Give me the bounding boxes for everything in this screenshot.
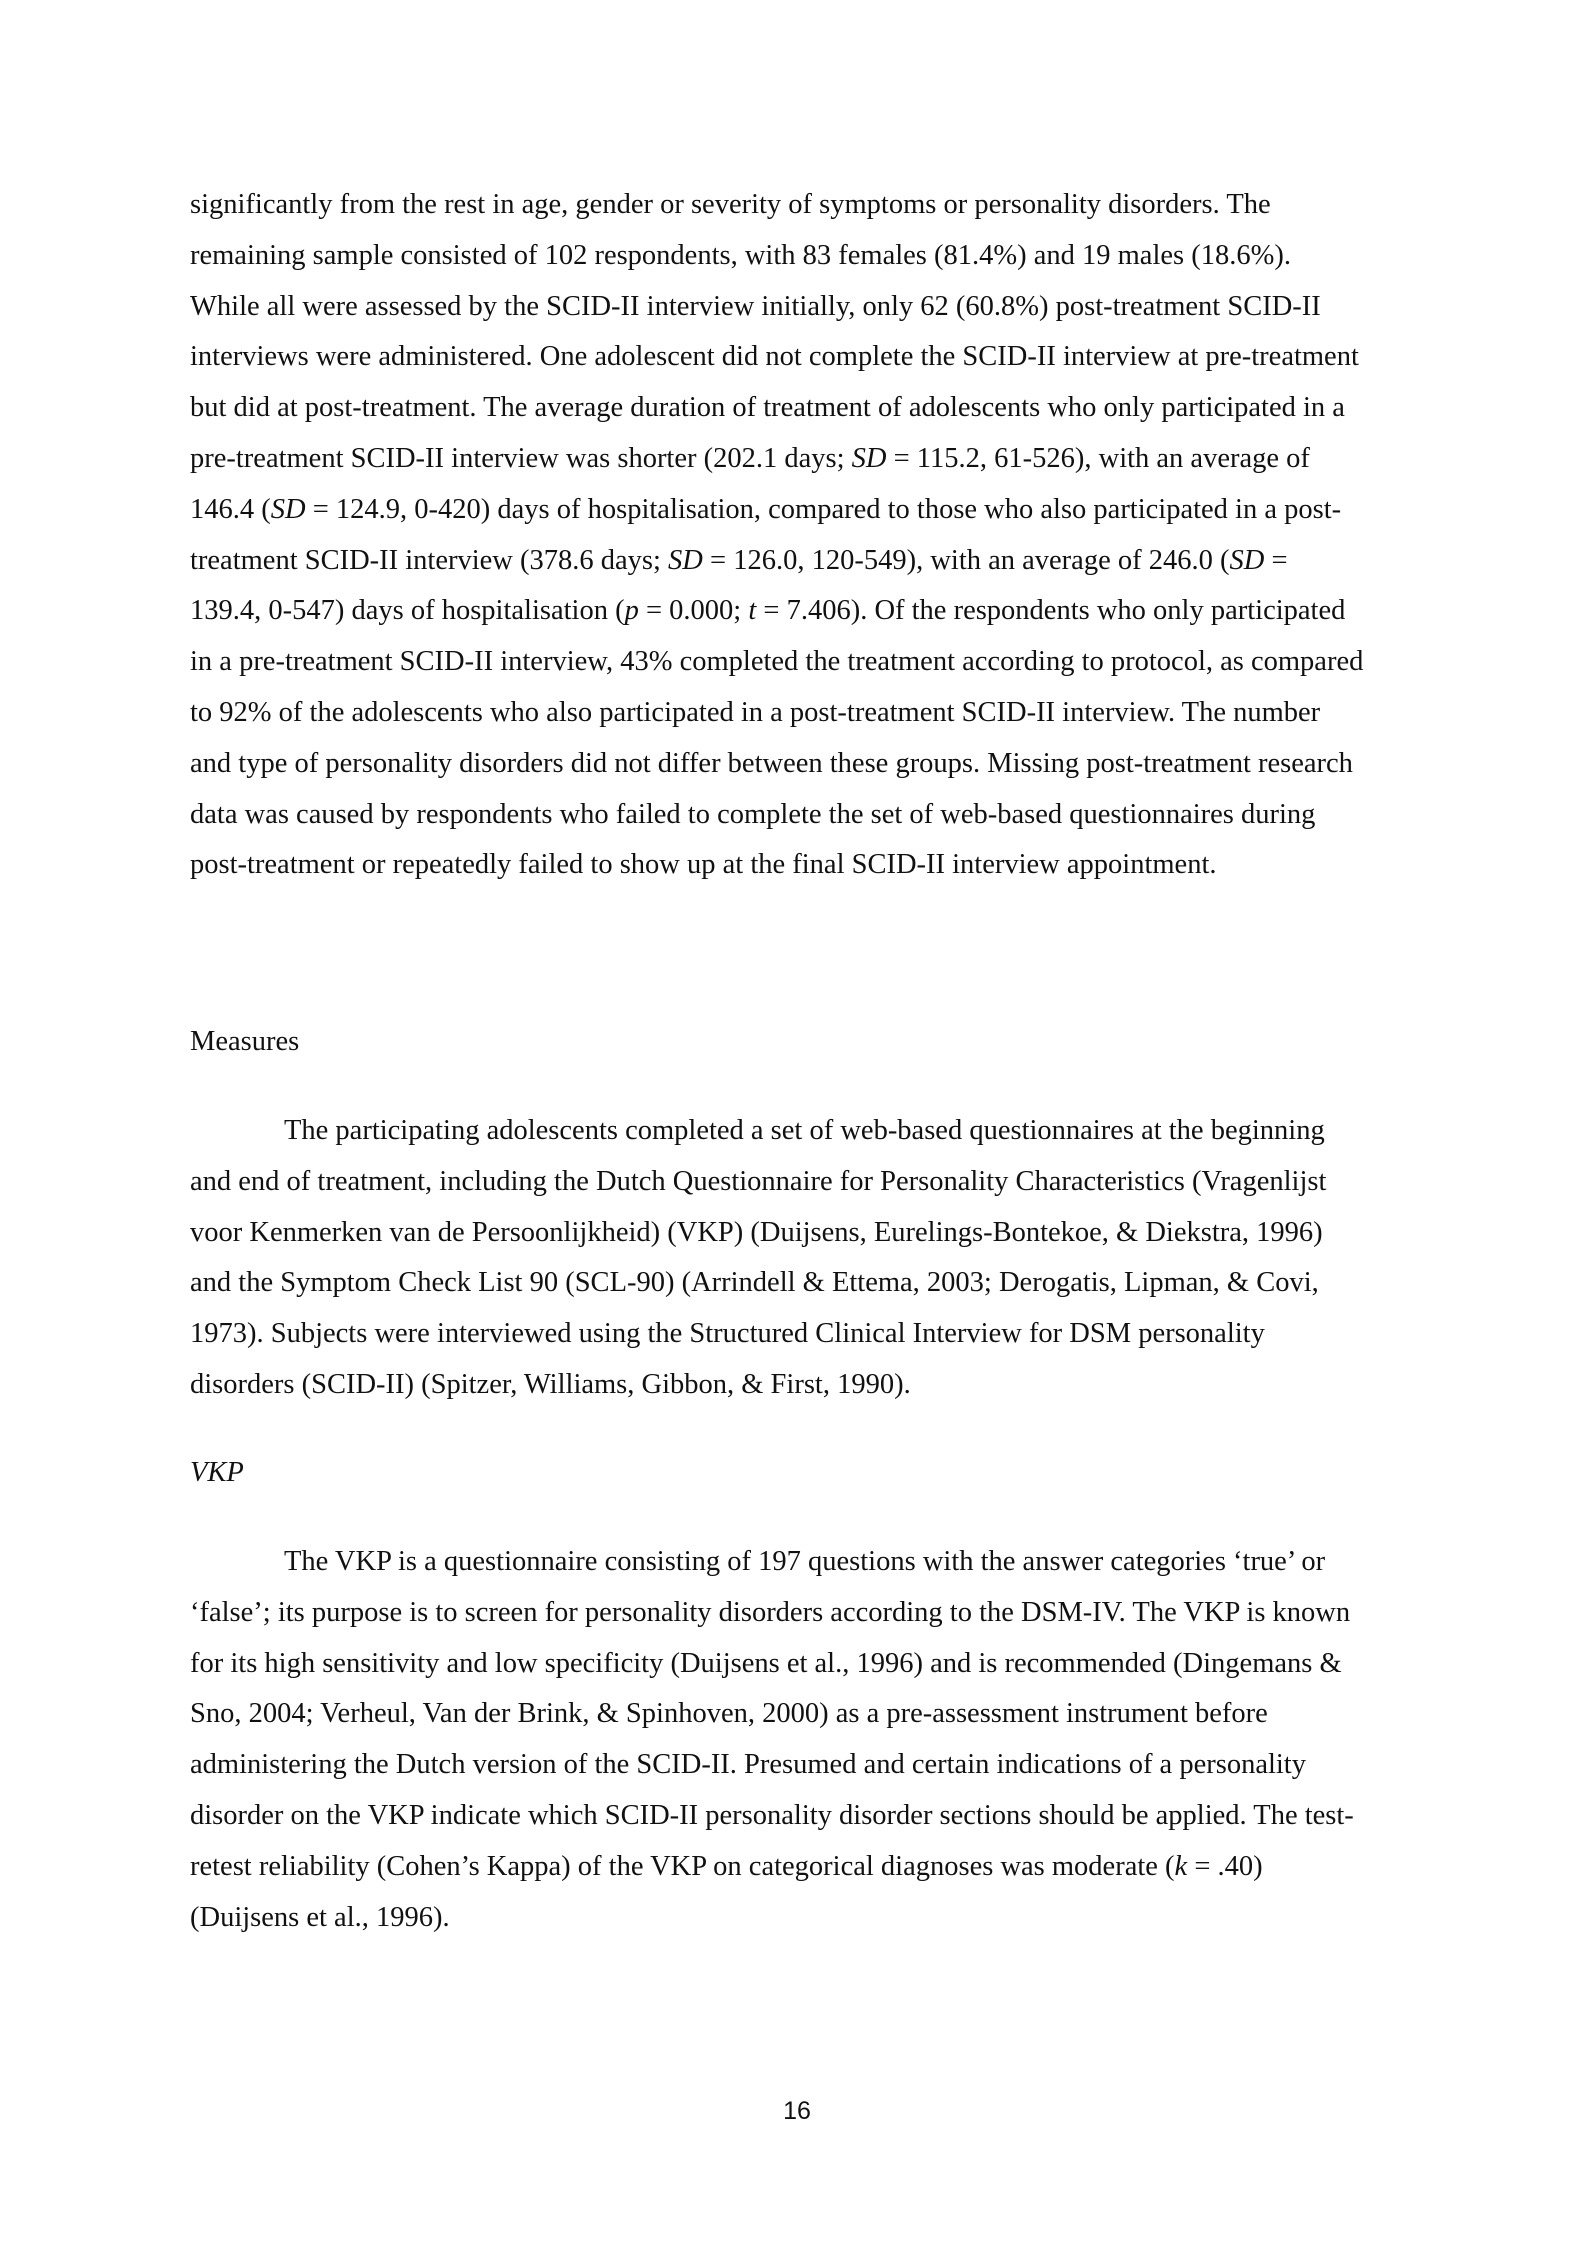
- text-run: =: [1264, 544, 1288, 576]
- text-line: [190, 485, 1363, 536]
- text-line: [190, 1309, 1326, 1360]
- text-run: While all were assessed by the SCID-II interview initially, only 62 (60.8%) post-treatment SCID-II: [190, 290, 1321, 322]
- text-run: = .40): [1187, 1850, 1263, 1882]
- text-line: [190, 637, 1363, 688]
- text-line: [190, 536, 1363, 587]
- text-line: [190, 332, 1363, 383]
- text-run: treatment SCID-II interview (378.6 days;: [190, 544, 669, 576]
- page-number: 16: [783, 2097, 811, 2125]
- text-line: [190, 1106, 1326, 1157]
- text-line: [190, 180, 1363, 231]
- text-run: Sno, 2004; Verheul, Van der Brink, & Spinhoven, 2000) as a pre-assessment instrument before: [190, 1698, 1268, 1730]
- text-line: [190, 1360, 1326, 1411]
- italic-symbol: k: [1174, 1850, 1188, 1882]
- text-run: pre-treatment SCID-II interview was shorter (202.1 days;: [190, 442, 852, 474]
- text-line: [190, 1258, 1326, 1309]
- text-line: [190, 1537, 1354, 1588]
- italic-symbol: SD: [270, 493, 306, 525]
- text-run: = 7.406). Of the respondents who only participated: [756, 595, 1346, 627]
- text-line: [190, 1893, 1354, 1944]
- text-run: = 124.9, 0-420) days of hospitalisation, compared to those who also participated in a post-: [305, 493, 1342, 525]
- text-run: disorders (SCID-II) (Spitzer, Williams, Gibbon, & First, 1990).: [190, 1368, 911, 1400]
- text-run: and type of personality disorders did not differ between these groups. Missing post-treatment research: [190, 747, 1353, 779]
- text-line: [190, 840, 1363, 891]
- paragraph-measures-intro: [190, 1106, 1326, 1411]
- text-line: [190, 790, 1363, 841]
- text-line: [190, 282, 1363, 333]
- italic-symbol: p: [624, 595, 639, 627]
- text-run: remaining sample consisted of 102 respondents, with 83 females (81.4%) and 19 males (18.6%).: [190, 239, 1291, 271]
- section-heading-measures: Measures: [190, 1026, 300, 1057]
- text-run: = 126.0, 120-549), with an average of 246.0 (: [702, 544, 1230, 576]
- text-run: significantly from the rest in age, gender or severity of symptoms or personality disorders. The: [190, 189, 1271, 220]
- text-run: (Duijsens et al., 1996).: [190, 1901, 450, 1933]
- text-line: [190, 1639, 1354, 1690]
- text-run: ‘false’; its purpose is to screen for personality disorders according to the DSM-IV. The VKP is known: [190, 1596, 1351, 1628]
- text-line: [190, 1208, 1326, 1259]
- text-run: 139.4, 0-547) days of hospitalisation (: [190, 595, 625, 627]
- text-line: [190, 383, 1363, 434]
- text-run: for its high sensitivity and low specificity (Duijsens et al., 1996) and is recommended (Dingemans &: [190, 1647, 1342, 1679]
- text-run: = 0.000;: [638, 595, 749, 627]
- italic-symbol: t: [748, 595, 757, 627]
- text-run: The participating adolescents completed a set of web-based questionnaires at the beginning: [284, 1115, 1325, 1146]
- text-run: but did at post-treatment. The average duration of treatment of adolescents who only participated in a: [190, 392, 1345, 424]
- text-run: administering the Dutch version of the SCID-II. Presumed and certain indications of a personality: [190, 1749, 1306, 1781]
- text-line: [190, 1740, 1354, 1791]
- text-run: retest reliability (Cohen’s Kappa) of the VKP on categorical diagnoses was moderate (: [190, 1850, 1175, 1882]
- text-line: [190, 586, 1363, 637]
- text-line: [190, 1689, 1354, 1740]
- text-run: disorder on the VKP indicate which SCID-II personality disorder sections should be applied. The test-: [190, 1799, 1354, 1831]
- italic-symbol: SD: [1229, 544, 1265, 576]
- text-run: to 92% of the adolescents who also participated in a post-treatment SCID-II interview. The number: [190, 696, 1321, 728]
- italic-symbol: SD: [668, 544, 703, 576]
- text-run: and end of treatment, including the Dutch Questionnaire for Personality Characteristics (Vragenlijst: [190, 1165, 1327, 1197]
- text-line: [190, 688, 1363, 739]
- text-run: post-treatment or repeatedly failed to show up at the final SCID-II interview appointment.: [190, 849, 1217, 881]
- text-run: interviews were administered. One adolescent did not complete the SCID-II interview at pre-treatment: [190, 341, 1359, 373]
- text-run: data was caused by respondents who failed to complete the set of web-based questionnaires during: [190, 798, 1316, 830]
- text-line: [190, 1842, 1354, 1893]
- text-line: [190, 1588, 1354, 1639]
- text-run: The VKP is a questionnaire consisting of 197 questions with the answer categories ‘true’ or: [284, 1546, 1326, 1577]
- paragraph-sample-description: [190, 180, 1363, 891]
- text-line: [190, 1157, 1326, 1208]
- text-line: [190, 739, 1363, 790]
- text-run: in a pre-treatment SCID-II interview, 43% completed the treatment according to protocol, as compared: [190, 646, 1364, 678]
- paragraph-vkp-description: [190, 1537, 1354, 1943]
- text-line: [190, 1791, 1354, 1842]
- italic-symbol: SD: [851, 442, 887, 474]
- subsection-heading-vkp: VKP: [190, 1457, 244, 1488]
- text-run: = 115.2, 61-526), with an average of: [886, 442, 1310, 474]
- text-run: 1973). Subjects were interviewed using the Structured Clinical Interview for DSM personality: [190, 1318, 1265, 1350]
- text-run: 146.4 (: [190, 493, 271, 525]
- text-line: [190, 434, 1363, 485]
- text-run: voor Kenmerken van de Persoonlijkheid) (VKP) (Duijsens, Eurelings-Bontekoe, & Diekstra, 1996): [190, 1216, 1323, 1248]
- text-line: [190, 231, 1363, 282]
- text-run: and the Symptom Check List 90 (SCL-90) (Arrindell & Ettema, 2003; Derogatis, Lipman, & Covi,: [190, 1267, 1319, 1299]
